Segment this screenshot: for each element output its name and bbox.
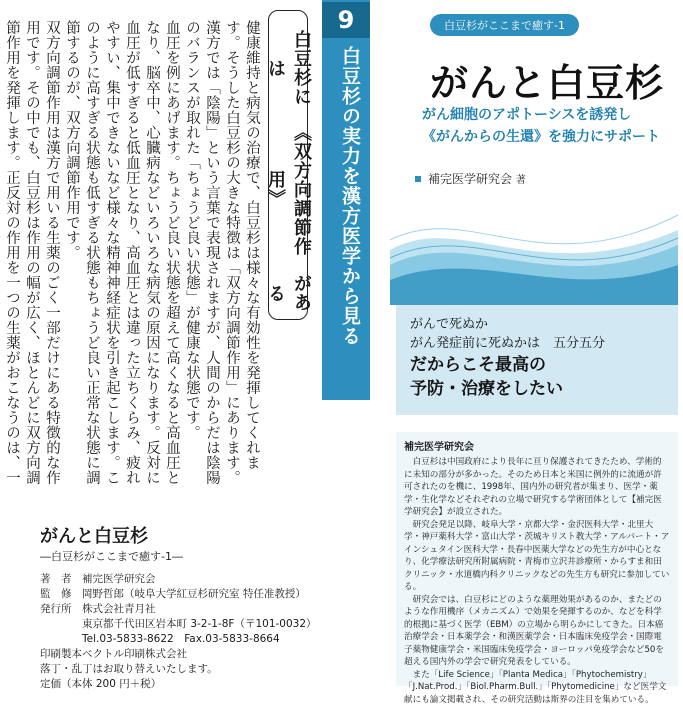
colophon-row-value: 東京都千代田区岩本町 3-2-1-8F（〒101-0032） — [82, 617, 340, 632]
book-subtitle — [422, 104, 660, 148]
colophon-row-value: Tel.03-5833-8622 Fax.03-5833-8664 — [82, 632, 340, 647]
heading-key: 《双方向調節作用》 — [262, 111, 314, 267]
author-suffix: 著 — [516, 175, 526, 186]
teaser-line-3: だからこそ最高の — [410, 353, 664, 377]
teaser-line-4: 予防・治療をしたい — [410, 377, 664, 401]
profile-title: 補完医学研究会 — [404, 438, 670, 453]
colophon-row-key: 著 者 — [40, 572, 82, 587]
colophon-row-value: 株式会社青月社 — [82, 602, 340, 617]
colophon-note-replace: 落丁・乱丁はお取り替えいたします。 — [40, 662, 340, 677]
colophon-row-value: ベクトル印刷株式会社 — [82, 647, 340, 662]
colophon-title: がんと白豆杉 — [40, 522, 340, 548]
series-tag: 白豆杉がここまで癒す-1 — [430, 14, 579, 36]
section-heading — [268, 10, 308, 320]
colophon-row — [40, 647, 340, 662]
colophon-row — [40, 617, 340, 632]
author-name: 補完医学研究会 — [428, 172, 512, 186]
colophon-row-key: 発行所 — [40, 602, 82, 617]
profile-paragraph-3: 研究会では、白豆杉にどのような薬理効果があるのか、またどのような作用機序（メカニズム）で効果を発揮するのか、などを科学的根拠に基づく医学（EBM）の立場から明らかにしてきた。日本癌治療学会・日本薬学会・和漢医薬学会・日本臨床免疫学会・国際電子薬物健康学会・米国臨床免疫学会・ヨーロッパ免疫学会など50を超える国内外の学会で研究発表をしている。 — [404, 594, 670, 669]
colophon-price: 定価（本体 200 円＋税） — [40, 677, 340, 692]
article-paragraph-1: 健康維持と病気の治療で、白豆杉は様々な有効性を発揮してくれます。そうした白豆杉の大きな特徴は「双方向調節作用」にあります。漢方では「陰陽」という言葉で表現されますが、人間のからだは陰陽のバランスが取れた「ちょうど良い状態」が健康な状態です。 — [182, 20, 262, 490]
colophon-row-key — [40, 632, 82, 647]
teaser-line-2: がん発症前に死ぬかは 五分五分 — [410, 334, 664, 353]
colophon-row — [40, 632, 340, 647]
wave-decoration — [390, 190, 678, 305]
colophon-subtitle: ―白豆杉がここまで癒す-1― — [40, 548, 340, 564]
book-subtitle-line-2: 《がんからの生還》を強力にサポート — [422, 126, 660, 148]
article-column — [8, 6, 318, 506]
colophon-row-key: 監 修 — [40, 587, 82, 602]
profile-paragraph-1: 白豆杉は中国政府により長年に亘り保護されてきたため、学術的に未知の部分が多かった。そのため日本と米国に例外的に流通が許可されたのを機に、1998年、国内外の研究者が集まり、医学・薬学・生化学などそれぞれの立場で研究する学術団体として【補完医学研究会】が設立された。 — [404, 456, 670, 519]
colophon — [40, 522, 340, 686]
colophon-row-value: 補完医学研究会 — [82, 572, 340, 587]
colophon-rows — [40, 572, 340, 662]
colophon-row-value: 岡野哲郎（岐阜大学紅豆杉研究室 特任准教授） — [82, 587, 340, 602]
article-paragraph-3: 双方向調節作用は漢方で用いる生薬のごく一部だけにある特徴的な作用です。その中でも、白豆杉は作用の幅が広く、ほとんどに双方向調節作用を発揮します。正反対の作用を一つの生薬がおこなうのは、一 — [0, 20, 62, 490]
colophon-row — [40, 602, 340, 617]
research-group-profile — [396, 432, 678, 686]
book-title: がんと白豆杉 — [430, 52, 664, 107]
book-author — [428, 170, 526, 187]
article-body — [12, 20, 262, 490]
article-paragraph-2: 血圧を例にあげます。ちょうど良い状態を超えて高くなると高血圧となり、脳卒中、心臓病などいろいろな病気の原因になります。反対に血圧が低すぎると低血圧となり、高血圧とは違った立ちくらみ、疲れやすい、集中できないなど様々な精神神経症状を引き起こします。このように高すぎる状態も低すぎる状態もちょうど良い正常な状態に調節するのが、双方向調節作用です。 — [62, 20, 182, 490]
heading-pre: 白豆杉には — [262, 25, 314, 111]
colophon-row-key: 印刷製本 — [40, 647, 82, 662]
book-cover — [390, 0, 678, 305]
author-marker — [415, 176, 421, 182]
chapter-title: 白豆杉の実力を漢方医学から見る — [328, 46, 364, 386]
chapter-band — [322, 0, 370, 400]
teaser-line-1: がんで死ぬか — [410, 315, 664, 334]
colophon-row — [40, 587, 340, 602]
chapter-number: 9 — [322, 2, 370, 38]
colophon-row — [40, 572, 340, 587]
book-subtitle-line-1: がん細胞のアポトーシスを誘発し — [422, 104, 660, 126]
heading-post: がある — [262, 267, 314, 319]
profile-paragraph-2: 研究会発足以降、岐阜大学・京都大学・金沢医科大学・北里大学・神戸薬科大学・富山大学・茨城キリスト教大学・アルバート・アインシュタイン医科大学・長春中医薬大学などの先生方が中心となり、化学療法研究所附属病院・青梅市立沢井診療所・からすま和田クリニック・水道橋内科クリニックなどの先生方も研究に参加している。 — [404, 519, 670, 594]
teaser-banner — [396, 305, 678, 415]
colophon-row-key — [40, 617, 82, 632]
profile-paragraph-4: また「Life Science」「Planta Medica」「Phytochemistry」「J.Nat.Prod.」「Biol.Pharm.Bull.」「Phytomedicine」など医学文献にも論文掲載され、その研究活動は斯界の注目を集めている。 — [404, 669, 670, 706]
